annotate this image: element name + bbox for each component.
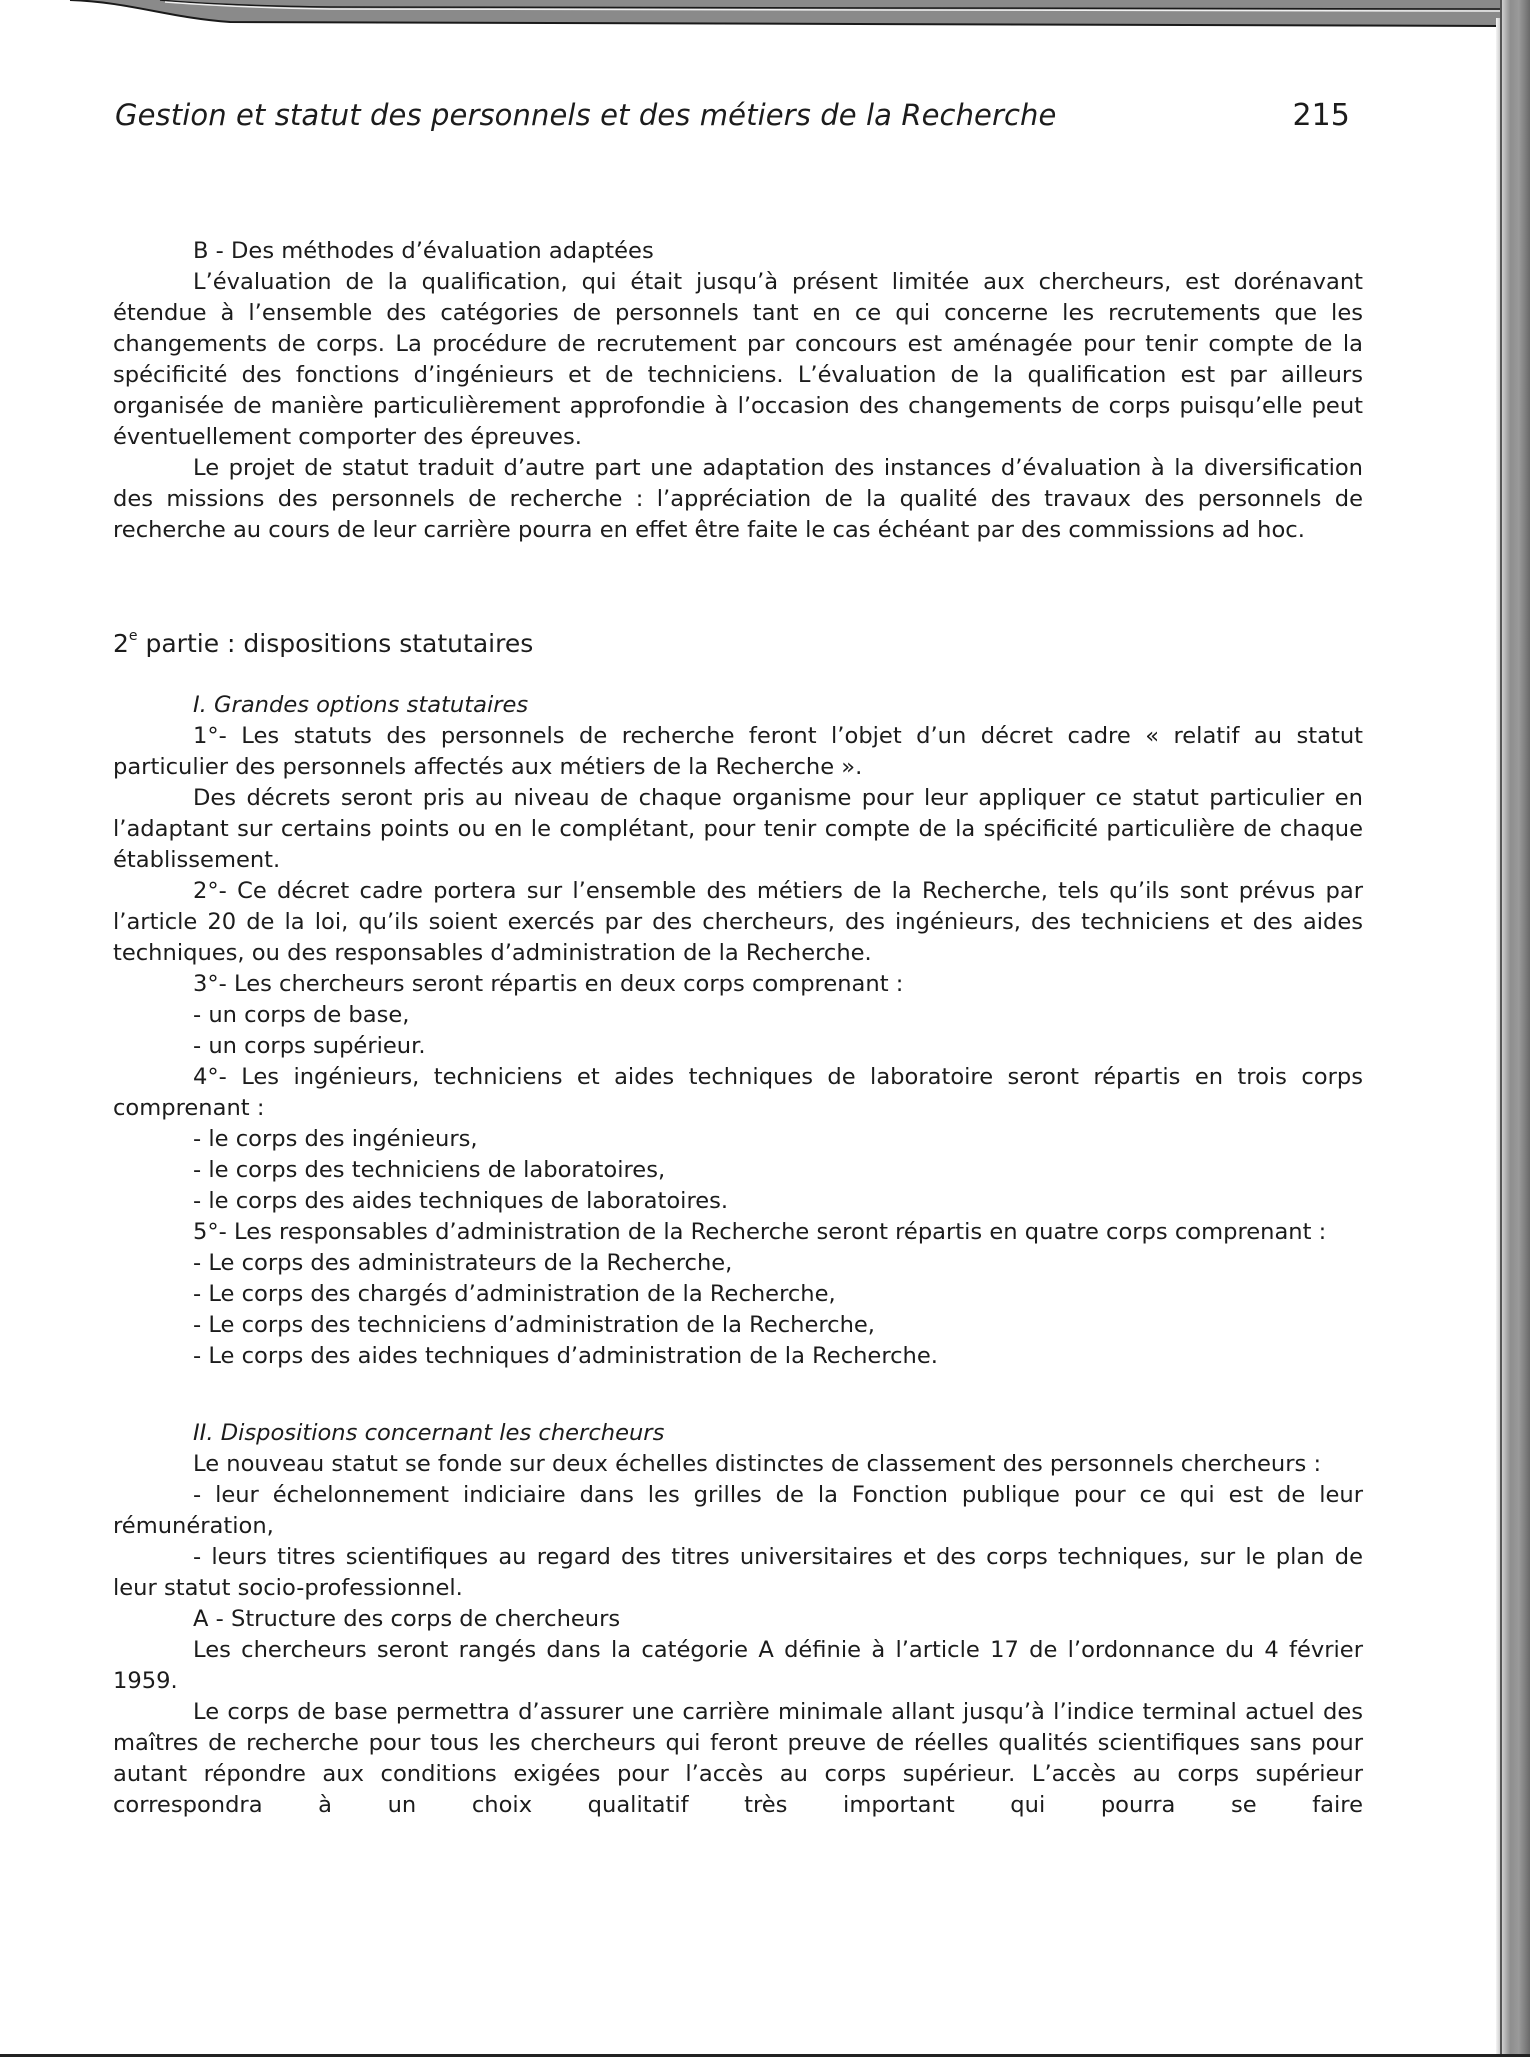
part-number: 2 — [113, 629, 129, 658]
section-1 — [113, 690, 1363, 1372]
paragraph: L’évaluation de la qualification, qui était jusqu’à présent limitée aux chercheurs, est dorénavant étendue à l’ensemble des catégories de personnels tant en ce qui concerne les recrutements que les changements de corps. La procédure de recrutement par concours est aménagée pour tenir compte de la spécificité des fonctions d’ingénieurs et de techniciens. L’évaluation de la qualification est par ailleurs organisée de manière particulièrement approfondie à l’occasion des changements de corps puisqu’elle peut éventuellement comporter des épreuves. — [113, 269, 1363, 450]
page-top-binding-shadow — [0, 0, 1530, 30]
page-number: 215 — [1292, 98, 1350, 133]
section-b-heading: B - Des méthodes d’évaluation adaptées — [193, 238, 654, 264]
paragraph: 1°- Les statuts des personnels de recherche feront l’objet d’un décret cadre « relatif au statut particulier des personnels affectés aux métiers de la Recherche ». — [113, 723, 1363, 780]
part-title: partie : dispositions statutaires — [137, 629, 534, 658]
section-1-heading: I. Grandes options statutaires — [193, 692, 529, 718]
section-b — [113, 236, 1363, 546]
paragraph: Le projet de statut traduit d’autre part une adaptation des instances d’évaluation à la diversification des missions des personnels de recherche : l’appréciation de la qualité des travaux des personnels de recherche au cours de leur carrière pourra en effet être faite le cas échéant par des commissions ad hoc. — [113, 455, 1363, 543]
part-heading — [113, 628, 533, 658]
paragraph: 4°- Les ingénieurs, techniciens et aides techniques de laboratoire seront répartis en trois corps comprenant : — [113, 1064, 1363, 1121]
list-item: - le corps des aides techniques de laboratoires. — [193, 1188, 729, 1214]
section-2-heading: II. Dispositions concernant les chercheurs — [193, 1420, 665, 1446]
paragraph: Les chercheurs seront rangés dans la catégorie A définie à l’article 17 de l’ordonnance du 4 février 1959. — [113, 1637, 1363, 1694]
subsection-heading: A - Structure des corps de chercheurs — [193, 1606, 621, 1632]
list-item: - un corps supérieur. — [193, 1033, 426, 1059]
paragraph: Le nouveau statut se fonde sur deux échelles distinctes de classement des personnels chercheurs : — [193, 1451, 1322, 1477]
part-superscript: e — [128, 628, 138, 644]
paragraph: 5°- Les responsables d’administration de la Recherche seront répartis en quatre corps comprenant : — [193, 1219, 1327, 1245]
list-item: - le corps des ingénieurs, — [193, 1126, 478, 1152]
list-item: - leurs titres scientifiques au regard des titres universitaires et des corps techniques, sur le plan de leur statut socio-professionnel. — [113, 1544, 1363, 1601]
list-item: - leur échelonnement indiciaire dans les grilles de la Fonction publique pour ce qui est de leur rémunération, — [113, 1482, 1363, 1539]
running-title: Gestion et statut des personnels et des métiers de la Recherche — [115, 98, 1057, 132]
paragraph: 2°- Ce décret cadre portera sur l’ensemble des métiers de la Recherche, tels qu’ils sont prévus par l’article 20 de la loi, qu’ils soient exercés par des chercheurs, des ingénieurs, des techniciens et des aides techniques, ou des responsables d’administration de la Recherche. — [113, 878, 1363, 966]
list-item: - Le corps des administrateurs de la Recherche, — [193, 1250, 733, 1276]
paragraph: Le corps de base permettra d’assurer une carrière minimale allant jusqu’à l’indice terminal actuel des maîtres de recherche pour tous les chercheurs qui feront preuve de réelles qualités scientifiques sans pour autant répondre aux conditions exigées pour l’accès au corps supérieur. L’accès au corps supérieur correspondra à un choix qualitatif très important qui pourra se faire — [113, 1699, 1363, 1818]
list-item: - Le corps des techniciens d’administration de la Recherche, — [193, 1312, 875, 1338]
list-item: - Le corps des aides techniques d’administration de la Recherche. — [193, 1343, 938, 1369]
section-2 — [113, 1418, 1363, 1821]
running-head — [115, 98, 1350, 133]
list-item: - Le corps des chargés d’administration de la Recherche, — [193, 1281, 836, 1307]
page-right-edge-shadow — [1500, 0, 1530, 2057]
paragraph: 3°- Les chercheurs seront répartis en deux corps comprenant : — [193, 971, 904, 997]
list-item: - le corps des techniciens de laboratoires, — [193, 1157, 666, 1183]
paragraph: Des décrets seront pris au niveau de chaque organisme pour leur appliquer ce statut particulier en l’adaptant sur certains points ou en le complétant, pour tenir compte de la spécificité particulière de chaque établissement. — [113, 785, 1363, 873]
list-item: - un corps de base, — [193, 1002, 410, 1028]
